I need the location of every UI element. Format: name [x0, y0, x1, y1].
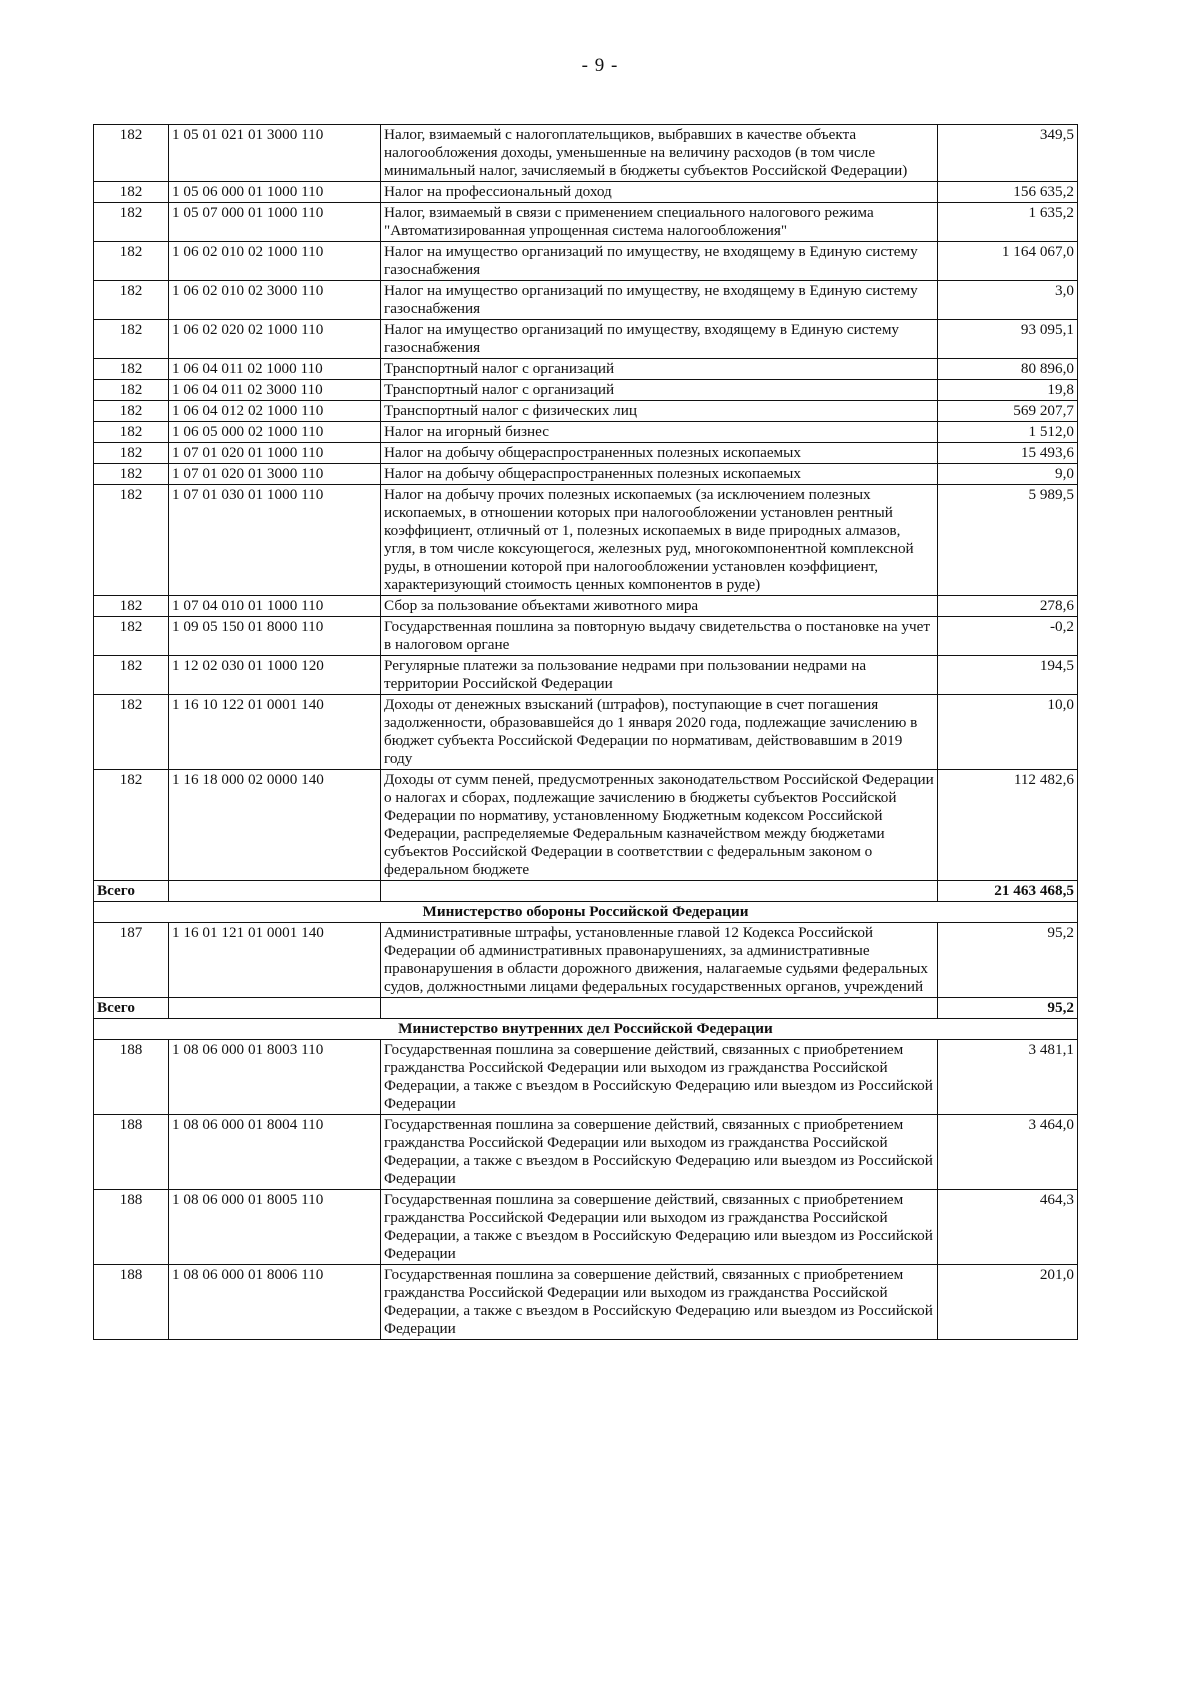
revenue-name-cell: Налог на имущество организаций по имуществу, входящему в Единую систему газоснабжения [381, 320, 938, 359]
empty-cell [169, 998, 381, 1019]
amount-cell: 194,5 [938, 656, 1078, 695]
admin-code-cell: 182 [94, 770, 169, 881]
revenue-code-cell: 1 06 04 011 02 1000 110 [169, 359, 381, 380]
revenue-code-cell: 1 06 02 020 02 1000 110 [169, 320, 381, 359]
revenue-name-cell: Транспортный налог с организаций [381, 380, 938, 401]
total-label: Всего [94, 998, 169, 1019]
amount-cell: 464,3 [938, 1190, 1078, 1265]
amount-cell: 569 207,7 [938, 401, 1078, 422]
admin-code-cell: 182 [94, 320, 169, 359]
admin-code-cell: 182 [94, 203, 169, 242]
table-row [94, 359, 1078, 380]
table-row [94, 464, 1078, 485]
section-title: Министерство внутренних дел Российской Федерации [94, 1019, 1078, 1040]
amount-cell: 112 482,6 [938, 770, 1078, 881]
amount-cell: 349,5 [938, 125, 1078, 182]
revenue-name-cell: Государственная пошлина за повторную выдачу свидетельства о постановке на учет в налоговом органе [381, 617, 938, 656]
revenue-name-cell: Административные штрафы, установленные главой 12 Кодекса Российской Федерации об административных правонарушениях, за административные правонарушения в области дорожного движения, налагаемые судьями федеральных судов, должностными лицами федеральных государственных органов, учреждений [381, 923, 938, 998]
admin-code-cell: 182 [94, 125, 169, 182]
amount-cell: 15 493,6 [938, 443, 1078, 464]
revenue-code-cell: 1 12 02 030 01 1000 120 [169, 656, 381, 695]
total-amount: 95,2 [938, 998, 1078, 1019]
revenue-name-cell: Государственная пошлина за совершение действий, связанных с приобретением гражданства Российской Федерации или выходом из гражданства Российской Федерации, а также с въездом в Российскую Федерацию или выездом из Российской Федерации [381, 1190, 938, 1265]
admin-code-cell: 188 [94, 1190, 169, 1265]
table-row [94, 485, 1078, 596]
amount-cell: 1 512,0 [938, 422, 1078, 443]
revenue-code-cell: 1 08 06 000 01 8003 110 [169, 1040, 381, 1115]
revenue-name-cell: Доходы от сумм пеней, предусмотренных законодательством Российской Федерации о налогах и сборах, подлежащие зачислению в бюджеты субъектов Российской Федерации по нормативу, установленному Бюджетным кодексом Российской Федерации, распределяемые Федеральным казначейством между бюджетами субъектов Российской Федерации в соответствии с федеральным законом о федеральном бюджете [381, 770, 938, 881]
revenue-name-cell: Налог на добычу общераспространенных полезных ископаемых [381, 443, 938, 464]
revenue-code-cell: 1 07 01 020 01 1000 110 [169, 443, 381, 464]
amount-cell: 1 635,2 [938, 203, 1078, 242]
table-row [94, 695, 1078, 770]
admin-code-cell: 182 [94, 242, 169, 281]
admin-code-cell: 182 [94, 401, 169, 422]
table-row [94, 1265, 1078, 1340]
revenue-code-cell: 1 08 06 000 01 8005 110 [169, 1190, 381, 1265]
amount-cell: 9,0 [938, 464, 1078, 485]
revenue-name-cell: Налог, взимаемый в связи с применением специального налогового режима "Автоматизированная упрощенная система налогообложения" [381, 203, 938, 242]
revenue-name-cell: Налог на добычу прочих полезных ископаемых (за исключением полезных ископаемых, в отношении которых при налогообложении установлен рентный коэффициент, отличный от 1, полезных ископаемых в виде природных алмазов, угля, в том числе коксующегося, железных руд, многокомпонентной комплексной руды, в отношении которой при налогообложении установлен коэффициент, характеризующий стоимость ценных компонентов в руде) [381, 485, 938, 596]
admin-code-cell: 182 [94, 380, 169, 401]
table-row [94, 281, 1078, 320]
empty-cell [381, 881, 938, 902]
table-row [94, 1040, 1078, 1115]
admin-code-cell: 182 [94, 617, 169, 656]
table-row [94, 125, 1078, 182]
revenue-code-cell: 1 16 18 000 02 0000 140 [169, 770, 381, 881]
revenue-name-cell: Транспортный налог с организаций [381, 359, 938, 380]
revenue-code-cell: 1 07 04 010 01 1000 110 [169, 596, 381, 617]
amount-cell: 93 095,1 [938, 320, 1078, 359]
table-row [94, 617, 1078, 656]
amount-cell: 19,8 [938, 380, 1078, 401]
admin-code-cell: 182 [94, 281, 169, 320]
admin-code-cell: 182 [94, 464, 169, 485]
admin-code-cell: 188 [94, 1115, 169, 1190]
revenue-code-cell: 1 09 05 150 01 8000 110 [169, 617, 381, 656]
revenue-code-cell: 1 07 01 030 01 1000 110 [169, 485, 381, 596]
table-row [94, 182, 1078, 203]
table-row [94, 770, 1078, 881]
amount-cell: 80 896,0 [938, 359, 1078, 380]
revenue-table [93, 124, 1078, 1340]
admin-code-cell: 182 [94, 695, 169, 770]
revenue-name-cell: Налог на имущество организаций по имуществу, не входящему в Единую систему газоснабжения [381, 242, 938, 281]
revenue-code-cell: 1 06 04 011 02 3000 110 [169, 380, 381, 401]
amount-cell: 10,0 [938, 695, 1078, 770]
total-label: Всего [94, 881, 169, 902]
admin-code-cell: 182 [94, 656, 169, 695]
admin-code-cell: 182 [94, 443, 169, 464]
revenue-name-cell: Доходы от денежных взысканий (штрафов), поступающие в счет погашения задолженности, образовавшейся до 1 января 2020 года, подлежащие зачислению в бюджет субъекта Российской Федерации по нормативам, действовавшим в 2019 году [381, 695, 938, 770]
revenue-code-cell: 1 16 01 121 01 0001 140 [169, 923, 381, 998]
admin-code-cell: 182 [94, 182, 169, 203]
revenue-code-cell: 1 06 05 000 02 1000 110 [169, 422, 381, 443]
admin-code-cell: 182 [94, 422, 169, 443]
table-row [94, 242, 1078, 281]
admin-code-cell: 188 [94, 1040, 169, 1115]
table-row [94, 656, 1078, 695]
revenue-name-cell: Государственная пошлина за совершение действий, связанных с приобретением гражданства Российской Федерации или выходом из гражданства Российской Федерации, а также с въездом в Российскую Федерацию или выездом из Российской Федерации [381, 1040, 938, 1115]
admin-code-cell: 182 [94, 359, 169, 380]
total-row [94, 881, 1078, 902]
page-number: - 9 - [581, 55, 619, 76]
amount-cell: 201,0 [938, 1265, 1078, 1340]
revenue-table-body [94, 125, 1078, 1340]
amount-cell: 3,0 [938, 281, 1078, 320]
admin-code-cell: 187 [94, 923, 169, 998]
section-header-row [94, 1019, 1078, 1040]
table-row [94, 401, 1078, 422]
revenue-code-cell: 1 06 04 012 02 1000 110 [169, 401, 381, 422]
amount-cell: 156 635,2 [938, 182, 1078, 203]
revenue-code-cell: 1 05 06 000 01 1000 110 [169, 182, 381, 203]
revenue-name-cell: Регулярные платежи за пользование недрами при пользовании недрами на территории Российской Федерации [381, 656, 938, 695]
table-row [94, 1115, 1078, 1190]
amount-cell: 95,2 [938, 923, 1078, 998]
revenue-code-cell: 1 07 01 020 01 3000 110 [169, 464, 381, 485]
revenue-code-cell: 1 16 10 122 01 0001 140 [169, 695, 381, 770]
revenue-code-cell: 1 05 01 021 01 3000 110 [169, 125, 381, 182]
revenue-code-cell: 1 06 02 010 02 1000 110 [169, 242, 381, 281]
admin-code-cell: 188 [94, 1265, 169, 1340]
section-title: Министерство обороны Российской Федерации [94, 902, 1078, 923]
table-row [94, 422, 1078, 443]
total-amount: 21 463 468,5 [938, 881, 1078, 902]
empty-cell [169, 881, 381, 902]
amount-cell: -0,2 [938, 617, 1078, 656]
revenue-name-cell: Транспортный налог с физических лиц [381, 401, 938, 422]
admin-code-cell: 182 [94, 485, 169, 596]
revenue-code-cell: 1 08 06 000 01 8004 110 [169, 1115, 381, 1190]
revenue-name-cell: Сбор за пользование объектами животного мира [381, 596, 938, 617]
revenue-name-cell: Налог, взимаемый с налогоплательщиков, выбравших в качестве объекта налогообложения доходы, уменьшенные на величину расходов (в том числе минимальный налог, зачисляемый в бюджеты субъектов Российской Федерации) [381, 125, 938, 182]
revenue-name-cell: Налог на профессиональный доход [381, 182, 938, 203]
amount-cell: 5 989,5 [938, 485, 1078, 596]
revenue-code-cell: 1 05 07 000 01 1000 110 [169, 203, 381, 242]
admin-code-cell: 182 [94, 596, 169, 617]
revenue-name-cell: Государственная пошлина за совершение действий, связанных с приобретением гражданства Российской Федерации или выходом из гражданства Российской Федерации, а также с въездом в Российскую Федерацию или выездом из Российской Федерации [381, 1265, 938, 1340]
revenue-name-cell: Налог на добычу общераспространенных полезных ископаемых [381, 464, 938, 485]
revenue-name-cell: Налог на имущество организаций по имуществу, не входящему в Единую систему газоснабжения [381, 281, 938, 320]
table-row [94, 203, 1078, 242]
table-row [94, 443, 1078, 464]
revenue-name-cell: Налог на игорный бизнес [381, 422, 938, 443]
total-row [94, 998, 1078, 1019]
amount-cell: 278,6 [938, 596, 1078, 617]
table-row [94, 596, 1078, 617]
revenue-name-cell: Государственная пошлина за совершение действий, связанных с приобретением гражданства Российской Федерации или выходом из гражданства Российской Федерации, а также с въездом в Российскую Федерацию или выездом из Российской Федерации [381, 1115, 938, 1190]
empty-cell [381, 998, 938, 1019]
table-row [94, 320, 1078, 359]
revenue-code-cell: 1 08 06 000 01 8006 110 [169, 1265, 381, 1340]
amount-cell: 3 481,1 [938, 1040, 1078, 1115]
amount-cell: 1 164 067,0 [938, 242, 1078, 281]
amount-cell: 3 464,0 [938, 1115, 1078, 1190]
section-header-row [94, 902, 1078, 923]
revenue-code-cell: 1 06 02 010 02 3000 110 [169, 281, 381, 320]
table-row [94, 1190, 1078, 1265]
table-row [94, 923, 1078, 998]
table-row [94, 380, 1078, 401]
